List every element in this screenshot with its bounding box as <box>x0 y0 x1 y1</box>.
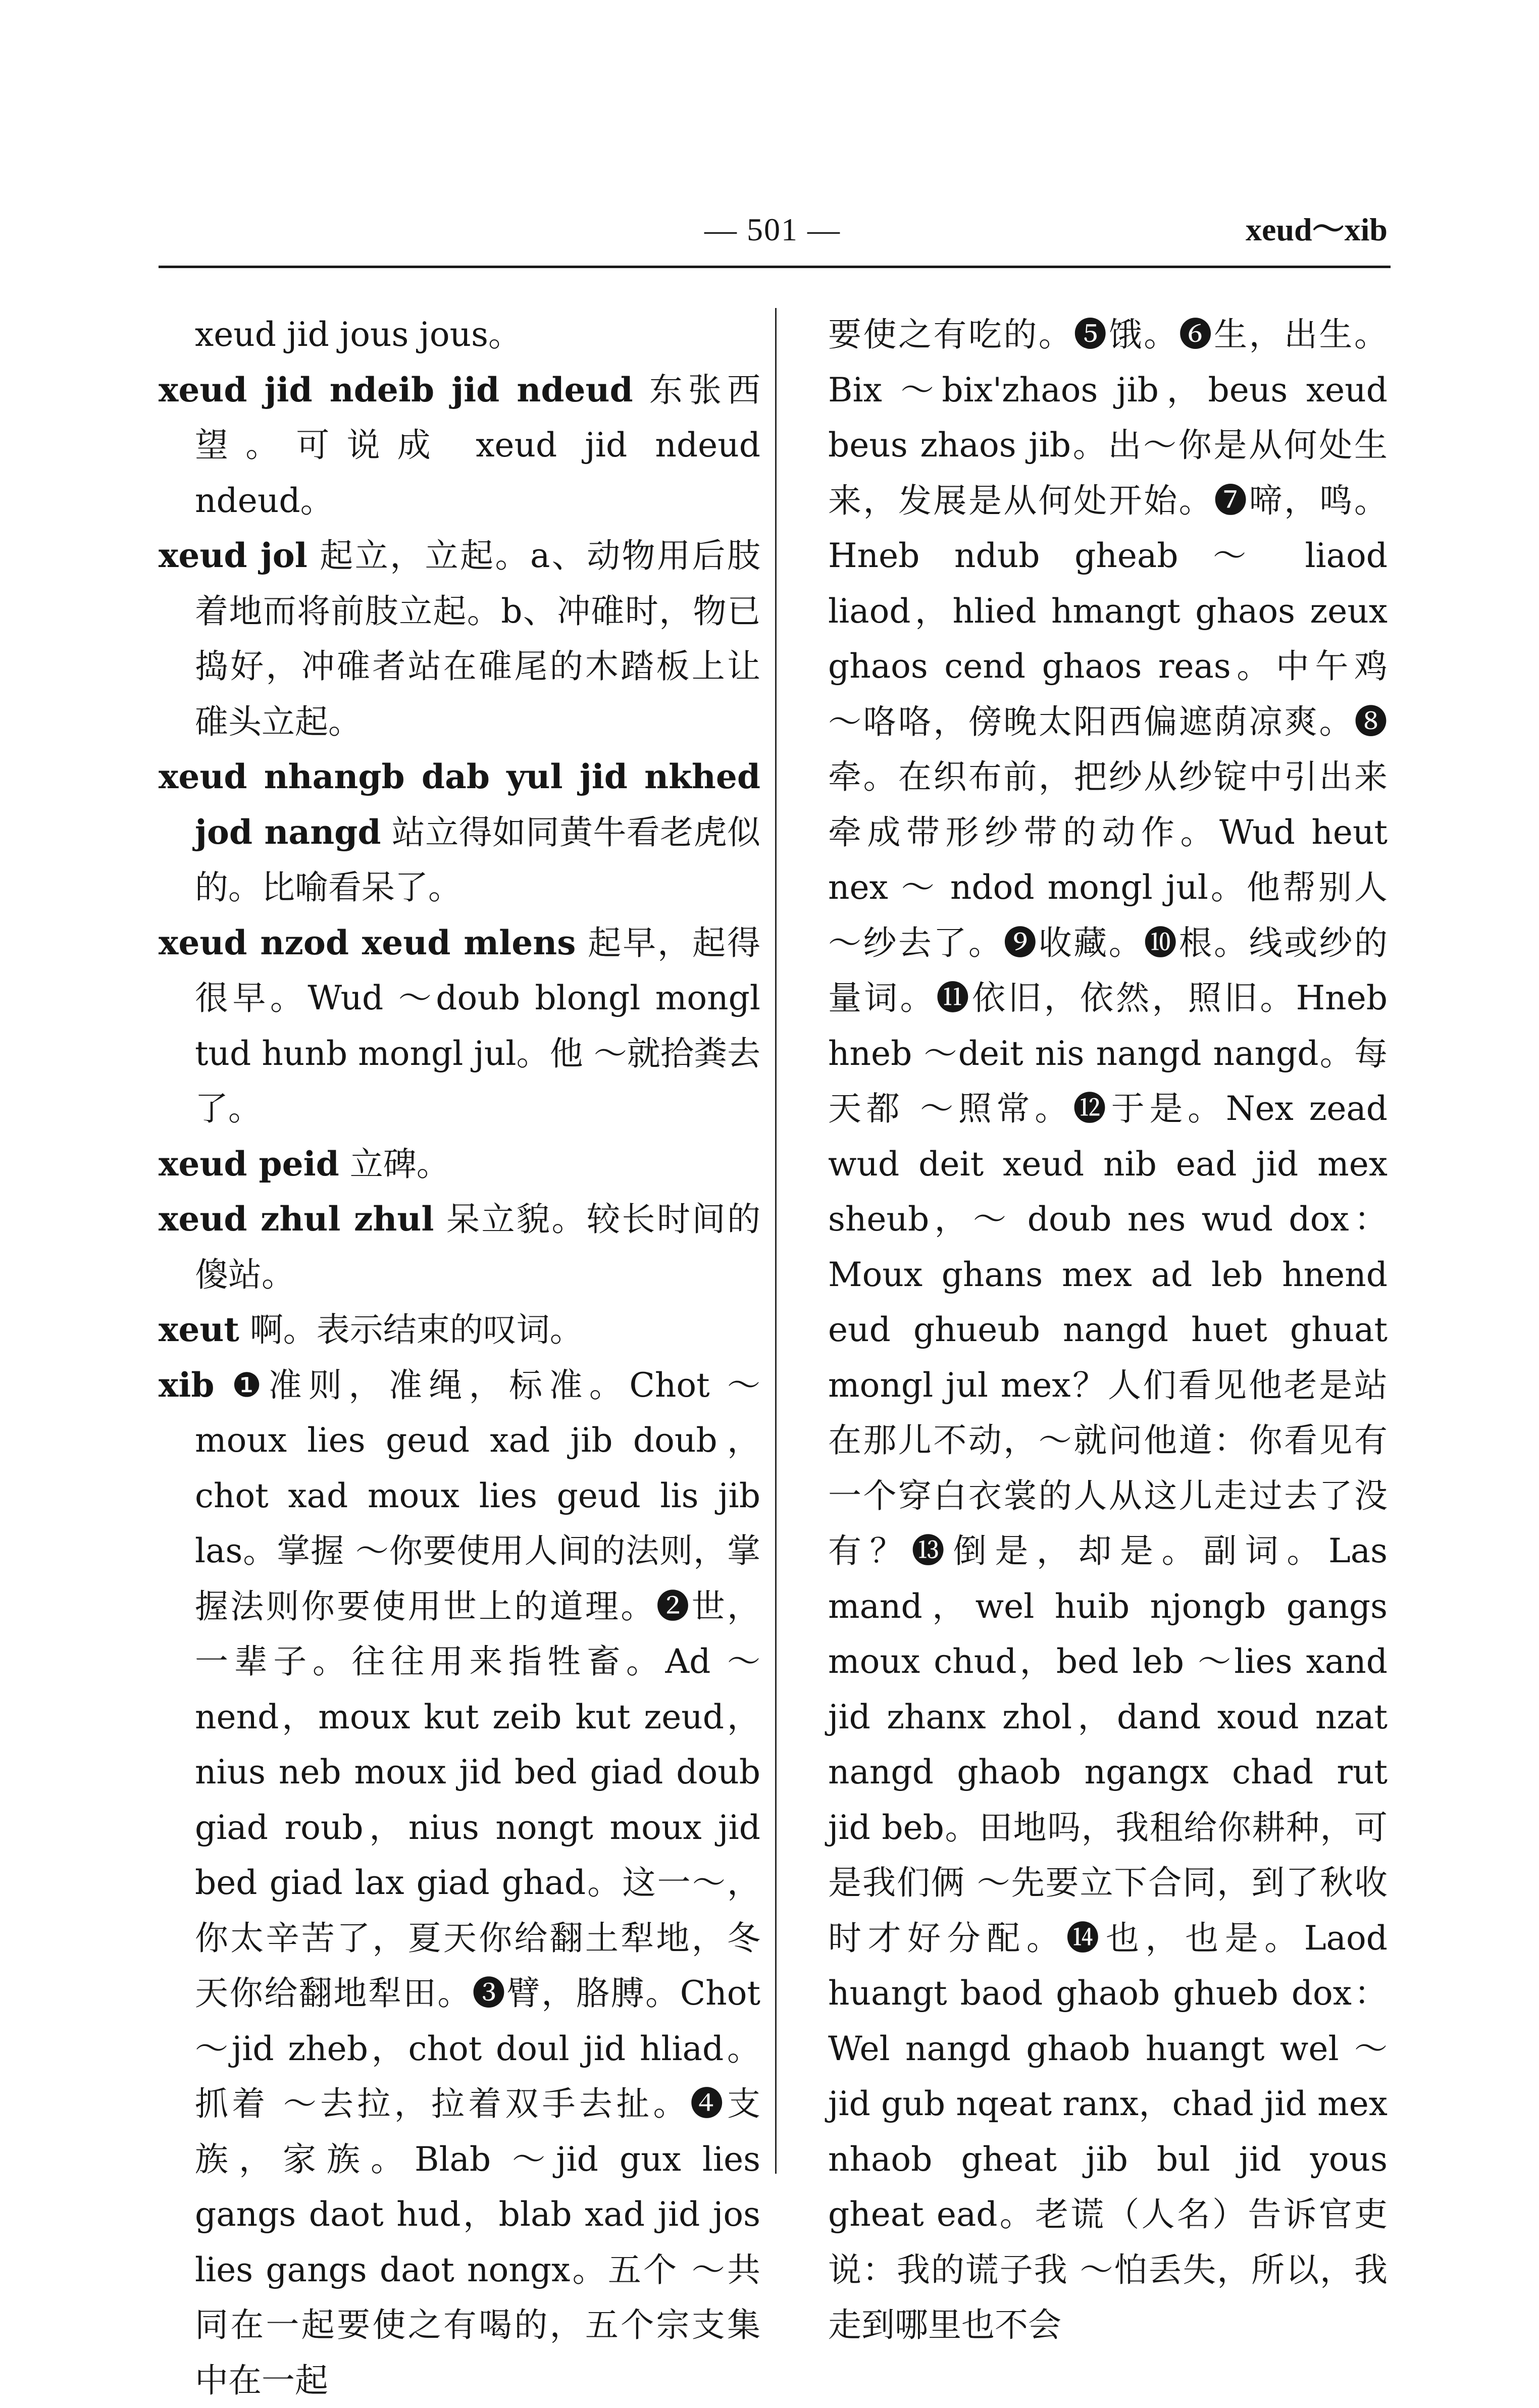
entry-headword: xeud jid ndeib jid ndeud <box>159 370 633 409</box>
entry-definition: 东张西望。可说成 xeud jid ndeud ndeud。 <box>195 371 760 520</box>
entry-definition: xeud jid jous jous。 <box>195 315 522 354</box>
dictionary-entry <box>159 1192 760 1302</box>
dictionary-entry <box>159 528 760 749</box>
page-number: — 501 — <box>666 202 879 258</box>
dictionary-entry <box>159 363 760 529</box>
entry-definition: 起早，起得很早。Wud ～doub blongl mongl tud hunb mongl jul。他 ～就拾粪去了。 <box>195 924 760 1129</box>
running-head: xeud～xib <box>1246 202 1388 258</box>
header-rule <box>159 266 1391 268</box>
entry-headword: xeud nzod xeud mlens <box>159 923 576 962</box>
entry-headword: xeut <box>159 1310 239 1349</box>
dictionary-entry <box>159 915 760 1137</box>
dictionary-entry <box>159 1302 760 1358</box>
entry-definition: 要使之有吃的。❺饿。❻生，出生。Bix ～bix'zhaos jib，beus xeud beus zhaos jib。出～你是从何处生来，发展是从何处开始。❼啼，鸣。Hneb ndub gheab ～ liaod liaod，hlied hmangt ghaos zeux ghaos cend ghaos reas。中午鸡 ～咯咯，傍晚太阳西偏遮荫凉爽。❽牵。在织布前，把纱从纱锭中引出来牵成带形纱带的动作。Wud heut nex ～ ndod mongl jul。他帮别人 ～纱去了。❾收藏。❿根。线或纱的量词。⓫依旧，依然，照旧。Hneb hneb ～deit nis nangd nangd。每天都 ～照常。⓬于是。Nex zead wud deit xeud nib ead jid mex sheub，～ doub nes wud dox：Moux ghans mex ad leb hnend eud ghueub nangd huet ghuat mongl jul mex？人们看见他老是站在那儿不动，～就问他道：你看见有一个穿白衣裳的人从这儿走过去了没有？⓭倒是，却是。副词。Las mand，wel huib njongb gangs moux chud，bed leb ～lies xand jid zhanx zhol，dand xoud nzat nangd ghaob ngangx chad rut jid beb。田地吗，我租给你耕种，可是我们俩 ～先要立下合同，到了秋收时才好分配。⓮也，也是。Laod huangt baod ghaob ghueb dox：Wel nangd ghaob huangt wel ～jid gub nqeat ranx，chad jid mex nhaob gheat jib bul jid yous gheat ead。老谎（人名）告诉官吏说：我的谎子我 ～怕丢失，所以，我走到哪里也不会 <box>828 315 1388 2344</box>
entry-headword: xeud peid <box>159 1144 339 1184</box>
column-divider <box>775 308 777 2174</box>
dictionary-entry <box>159 307 760 363</box>
entry-definition: 起立，立起。a、动物用后肢着地而将前肢立起。b、冲碓时，物已捣好，冲碓者站在碓尾的木踏板上让碓头立起。 <box>195 536 760 741</box>
entry-definition: 呆立貌。较长时间的傻站。 <box>195 1200 760 1294</box>
entry-headword: xib <box>159 1365 215 1405</box>
dictionary-entry <box>159 1137 760 1192</box>
dictionary-entry <box>159 1358 760 2408</box>
entry-headword: xeud jol <box>159 536 307 575</box>
entry-definition: 立碑。 <box>339 1145 450 1184</box>
entry-headword: xeud zhul zhul <box>159 1199 434 1239</box>
entry-definition: 站立得如同黄牛看老虎似的。比喻看呆了。 <box>195 813 760 907</box>
dictionary-entry-continued <box>828 307 1388 2353</box>
entry-definition: ❶准则，准绳，标准。Chot ～moux lies geud xad jib doub，chot xad moux lies geud lis jib las。掌握 ～你要使用人间的法则，掌握法则你要使用世上的道理。❷世，一辈子。往往用来指牲畜。Ad ～nend，moux kut zeib kut zeud，nius neb moux jid bed giad doub giad roub，nius nongt moux jid bed giad lax giad ghad。这一～，你太辛苦了，夏天你给翻土犁地，冬天你给翻地犁田。❸臂，胳膊。Chot ～jid zheb，chot doul jid hliad。抓着 ～去拉，拉着双手去扯。❹支族，家族。Blab ～jid gux lies gangs daot hud，blab xad jid jos lies gangs daot nongx。五个 ～共同在一起要使之有喝的，五个宗支集中在一起 <box>195 1366 760 2400</box>
left-column <box>159 307 760 2408</box>
right-column <box>828 307 1388 2353</box>
entry-definition: 啊。表示结束的叹词。 <box>239 1310 583 1349</box>
dictionary-entry <box>159 749 760 915</box>
entry-headword: xeud nhangb dab yul jid nkhed jod nangd <box>159 757 760 852</box>
